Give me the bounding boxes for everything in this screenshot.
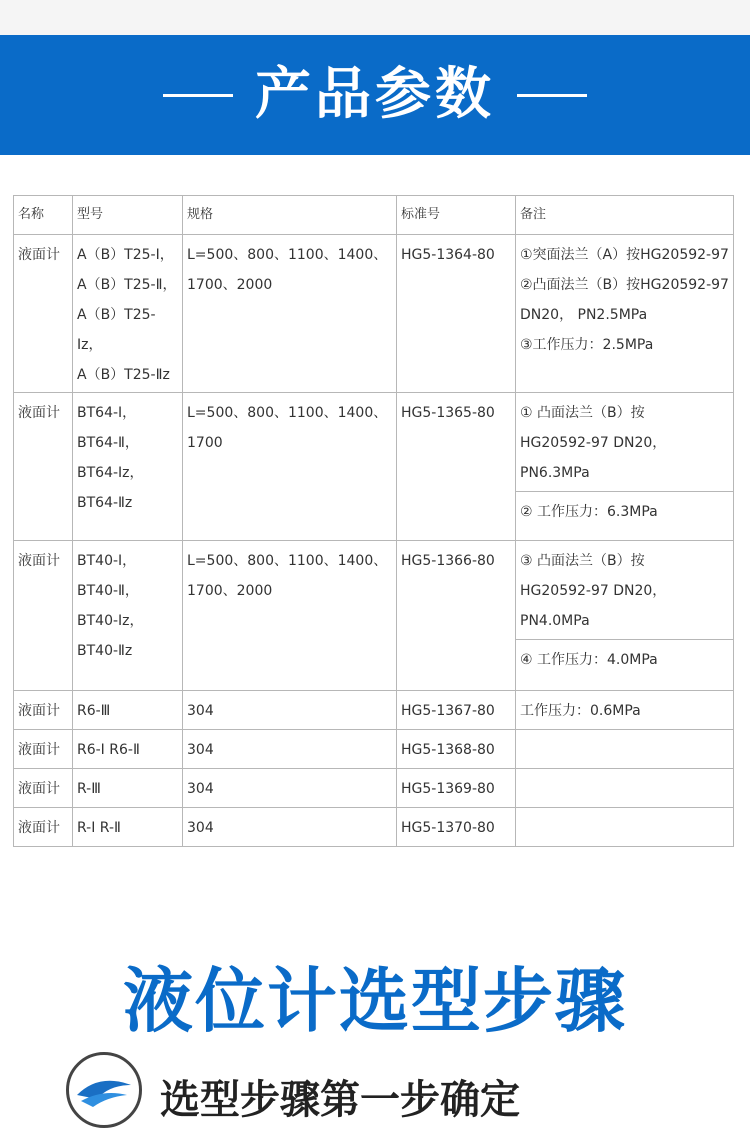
cell-model: A（B）T25-Ⅰ， A（B）T25-Ⅱ， A（B）T25- Iz， A（B）T25-Ⅱz bbox=[73, 235, 183, 393]
cell-remarks: ③ 凸面法兰（B）按 HG20592-97 DN20， PN4.0MPa bbox=[516, 541, 734, 640]
cell-remarks: ④ 工作压力：4.0MPa bbox=[516, 640, 734, 691]
cell-standard: HG5-1365-80 bbox=[397, 393, 516, 541]
cell-name: 液面计 bbox=[14, 691, 73, 730]
cell-name: 液面计 bbox=[14, 541, 73, 691]
header-remarks: 备注 bbox=[516, 196, 734, 235]
cell-model: R-Ⅲ bbox=[73, 769, 183, 808]
cell-remarks: ①突面法兰（A）按HG20592-97 ②凸面法兰（B）按HG20592-97 DN20， PN2.5MPa ③工作压力：2.5MPa bbox=[516, 235, 734, 393]
cell-name: 液面计 bbox=[14, 235, 73, 393]
table-row bbox=[14, 769, 734, 808]
top-strip bbox=[0, 0, 750, 35]
cell-spec: 304 bbox=[183, 730, 397, 769]
decorative-dash-right bbox=[517, 94, 587, 97]
section-banner bbox=[0, 35, 750, 155]
cell-standard: HG5-1370-80 bbox=[397, 808, 516, 847]
table-row bbox=[14, 235, 734, 393]
cell-standard: HG5-1369-80 bbox=[397, 769, 516, 808]
cell-name: 液面计 bbox=[14, 769, 73, 808]
header-model: 型号 bbox=[73, 196, 183, 235]
cell-model: BT40-Ⅰ， BT40-Ⅱ， BT40-Iz， BT40-Ⅱz bbox=[73, 541, 183, 691]
company-logo-icon bbox=[66, 1052, 142, 1128]
table-row bbox=[14, 393, 734, 492]
cell-model: R6-Ⅲ bbox=[73, 691, 183, 730]
table-header-row bbox=[14, 196, 734, 235]
header-standard: 标准号 bbox=[397, 196, 516, 235]
step-heading: 选型步骤第一步确定 bbox=[160, 1077, 520, 1123]
cell-remarks: ② 工作压力：6.3MPa bbox=[516, 492, 734, 541]
parameters-table bbox=[13, 195, 734, 847]
table-row bbox=[14, 808, 734, 847]
decorative-dash-left bbox=[163, 94, 233, 97]
cell-remarks: ① 凸面法兰（B）按 HG20592-97 DN20， PN6.3MPa bbox=[516, 393, 734, 492]
cell-remarks bbox=[516, 769, 734, 808]
cell-remarks bbox=[516, 730, 734, 769]
table-row bbox=[14, 541, 734, 640]
cell-model: R6-Ⅰ R6-Ⅱ bbox=[73, 730, 183, 769]
section-title: 液位计选型步骤 bbox=[123, 960, 627, 1042]
header-name: 名称 bbox=[14, 196, 73, 235]
table-row bbox=[14, 691, 734, 730]
cell-standard: HG5-1364-80 bbox=[397, 235, 516, 393]
cell-spec: 304 bbox=[183, 808, 397, 847]
header-spec: 规格 bbox=[183, 196, 397, 235]
cell-standard: HG5-1367-80 bbox=[397, 691, 516, 730]
cell-standard: HG5-1368-80 bbox=[397, 730, 516, 769]
table-row bbox=[14, 730, 734, 769]
cell-spec: L=500、800、1100、1400、 1700、2000 bbox=[183, 235, 397, 393]
cell-spec: 304 bbox=[183, 769, 397, 808]
cell-spec: L=500、800、1100、1400、 1700 bbox=[183, 393, 397, 541]
cell-spec: L=500、800、1100、1400、 1700、2000 bbox=[183, 541, 397, 691]
cell-name: 液面计 bbox=[14, 730, 73, 769]
cell-remarks: 工作压力：0.6MPa bbox=[516, 691, 734, 730]
banner-title: 产品参数 bbox=[255, 62, 495, 127]
cell-name: 液面计 bbox=[14, 393, 73, 541]
cell-name: 液面计 bbox=[14, 808, 73, 847]
cell-model: R-Ⅰ R-Ⅱ bbox=[73, 808, 183, 847]
cell-spec: 304 bbox=[183, 691, 397, 730]
cell-remarks bbox=[516, 808, 734, 847]
cell-model: BT64-Ⅰ， BT64-Ⅱ， BT64-Iz， BT64-Ⅱz bbox=[73, 393, 183, 541]
cell-standard: HG5-1366-80 bbox=[397, 541, 516, 691]
